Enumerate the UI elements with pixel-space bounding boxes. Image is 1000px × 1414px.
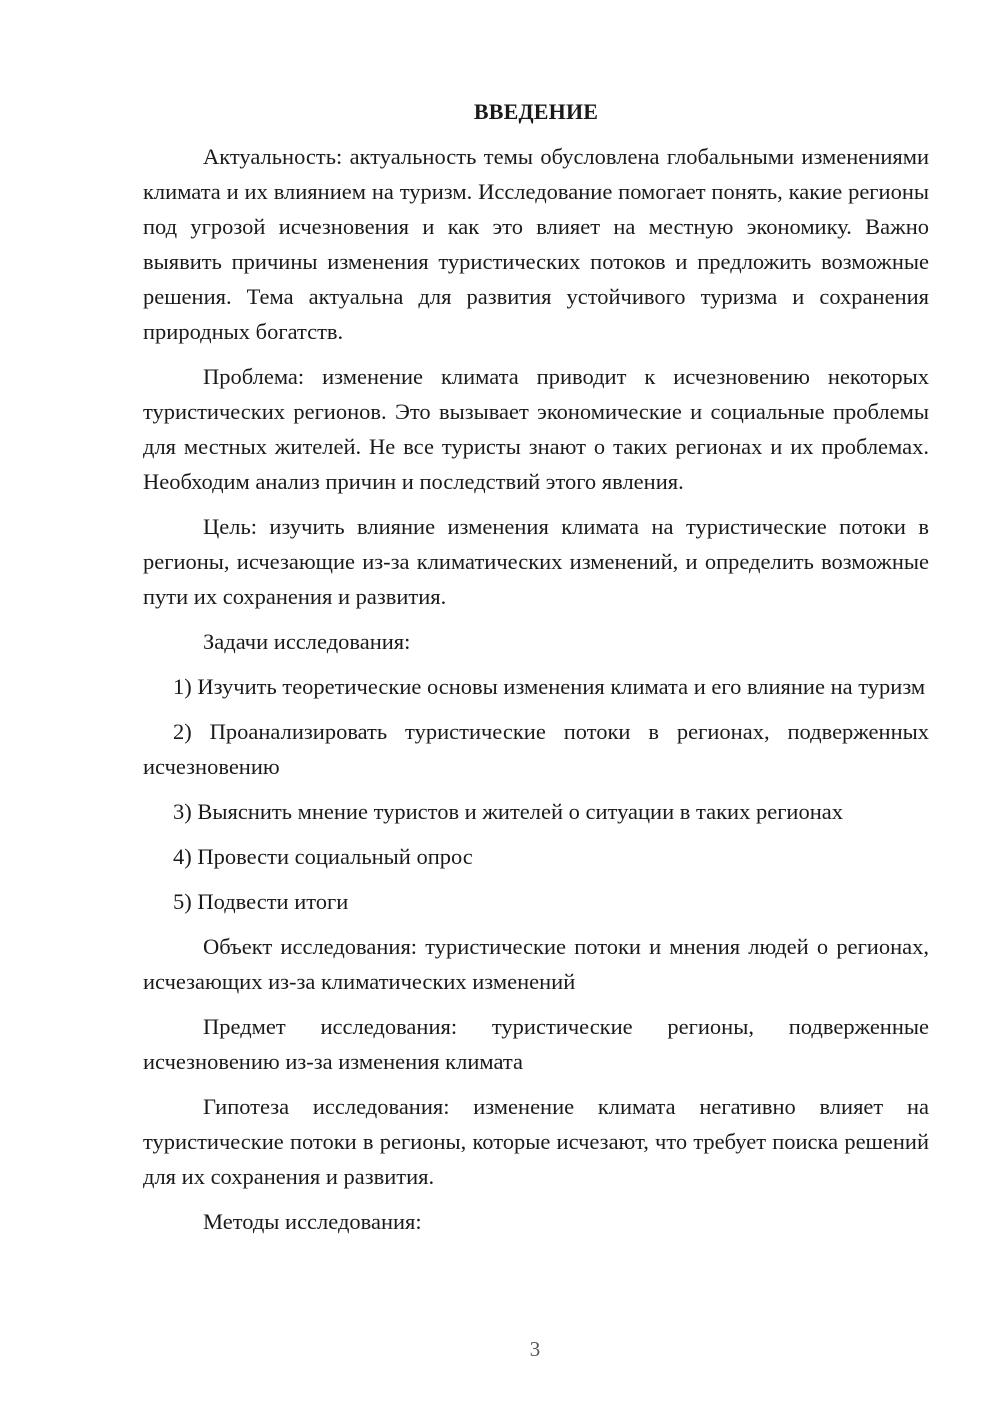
paragraph-relevance: Актуальность: актуальность темы обусловлена глобальными изменениями климата и их влиянием на туризм. Исследование помогает понять, какие регионы под угрозой исчезновения и как это влияет на местную экономику. Важно выявить причины изменения туристических потоков и предложить возможные решения. Тема актуальна для развития устойчивого туризма и сохранения природных богатств. <box>143 144 929 344</box>
task-item: 2) Проанализировать туристические потоки в регионах, подверженных исчезновению <box>143 719 929 779</box>
task-item: 4) Провести социальный опрос <box>173 844 473 869</box>
paragraph-tasks-title: Задачи исследования: <box>203 629 411 654</box>
section-heading: ВВЕДЕНИЕ <box>473 99 599 124</box>
task-item: 5) Подвести итоги <box>173 889 349 914</box>
page-number: 3 <box>529 1337 541 1361</box>
page-content <box>143 94 929 1249</box>
task-item: 3) Выяснить мнение туристов и жителей о ситуации в таких регионах <box>173 799 843 824</box>
paragraph-hypothesis: Гипотеза исследования: изменение климата негативно влияет на туристические потоки в регионы, которые исчезают, что требует поиска решений для их сохранения и развития. <box>143 1094 929 1189</box>
paragraph-methods-title: Методы исследования: <box>203 1209 422 1234</box>
task-item: 1) Изучить теоретические основы изменения климата и его влияние на туризм <box>173 674 926 699</box>
paragraph-subject: Предмет исследования: туристические регионы, подверженные исчезновению из-за изменения климата <box>143 1014 929 1074</box>
paragraph-object: Объект исследования: туристические потоки и мнения людей о регионах, исчезающих из-за климатических изменений <box>143 934 929 994</box>
paragraph-problem: Проблема: изменение климата приводит к исчезновению некоторых туристических регионов. Это вызывает экономические и социальные проблемы для местных жителей. Не все туристы знают о таких регионах и их проблемах. Необходим анализ причин и последствий этого явления. <box>143 364 929 494</box>
paragraph-goal: Цель: изучить влияние изменения климата на туристические потоки в регионы, исчезающие из-за климатических изменений, и определить возможные пути их сохранения и развития. <box>143 514 929 609</box>
